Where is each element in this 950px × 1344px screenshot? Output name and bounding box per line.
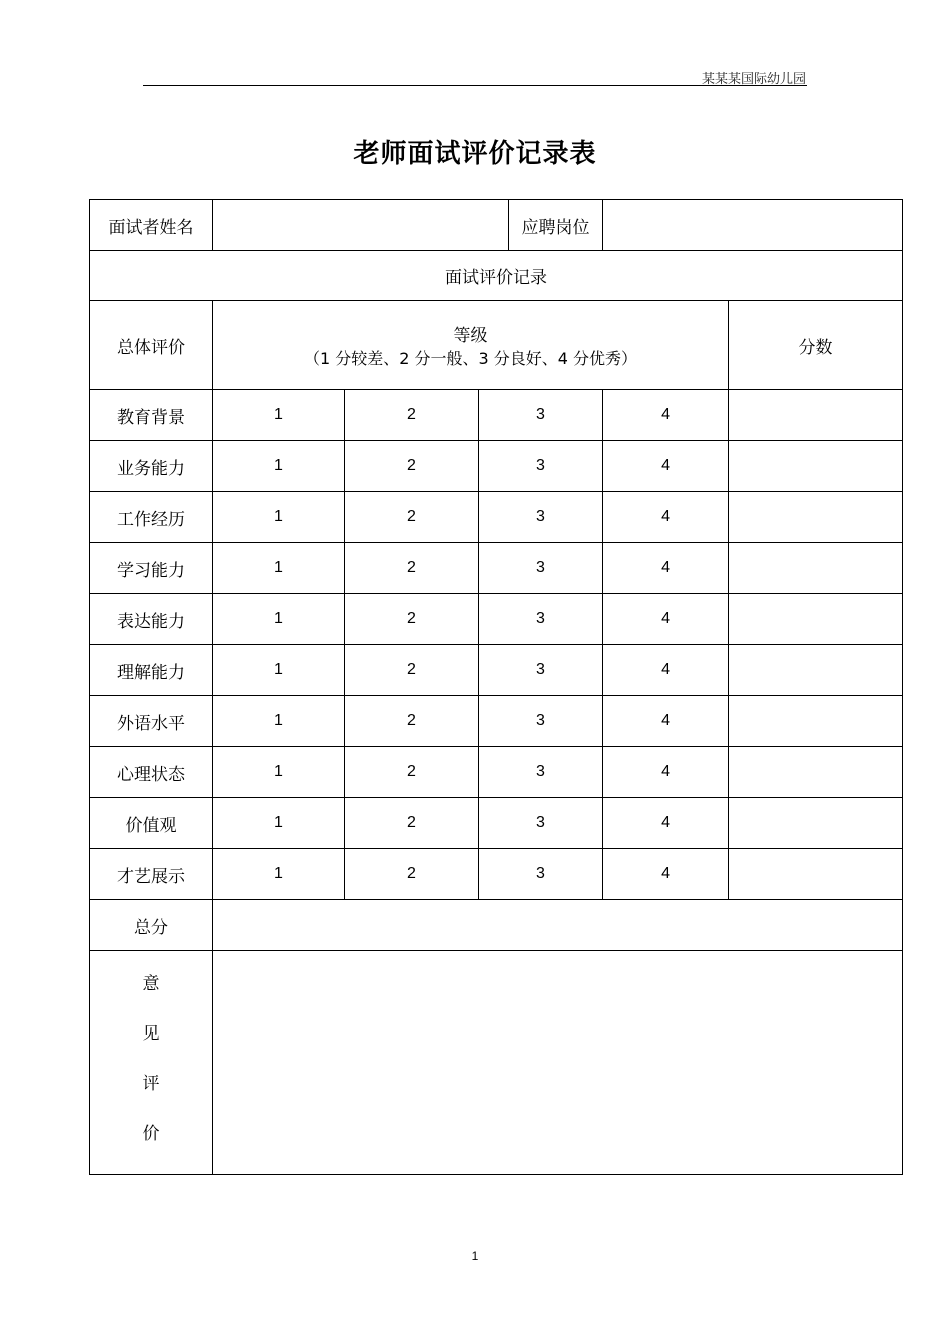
level-3-option[interactable]: 3 [479,441,603,492]
criterion-row [90,492,903,543]
level-3-option[interactable]: 3 [479,645,603,696]
criterion-score-field[interactable] [729,645,903,696]
level-1-option[interactable]: 1 [213,798,345,849]
level-3-option[interactable]: 3 [479,696,603,747]
level-4-option[interactable]: 4 [603,390,729,441]
level-2-option[interactable]: 2 [345,645,479,696]
criterion-score-field[interactable] [729,543,903,594]
criterion-label: 才艺展示 [90,849,213,900]
level-4-option[interactable]: 4 [603,747,729,798]
level-4-option[interactable]: 4 [603,594,729,645]
level-2-option[interactable]: 2 [345,696,479,747]
criterion-row [90,696,903,747]
comment-row [90,951,903,1175]
level-3-option[interactable]: 3 [479,492,603,543]
level-3-option[interactable]: 3 [479,798,603,849]
level-2-option[interactable]: 2 [345,747,479,798]
level-2-option[interactable]: 2 [345,849,479,900]
level-2-option[interactable]: 2 [345,390,479,441]
level-4-option[interactable]: 4 [603,441,729,492]
criterion-row [90,645,903,696]
grade-note: （1 分较差、2 分一般、3 分良好、4 分优秀） [303,349,638,368]
level-1-option[interactable]: 1 [213,390,345,441]
criterion-row [90,543,903,594]
score-label: 分数 [729,301,903,390]
comment-field[interactable] [213,951,903,1175]
level-3-option[interactable]: 3 [479,594,603,645]
page-number: 1 [471,1249,479,1263]
section-title: 面试评价记录 [90,251,903,301]
criterion-score-field[interactable] [729,849,903,900]
page-title: 老师面试评价记录表 [353,139,597,169]
criterion-row [90,594,903,645]
level-2-option[interactable]: 2 [345,798,479,849]
criterion-score-field[interactable] [729,696,903,747]
grade-header-row [90,301,903,390]
criterion-label: 理解能力 [90,645,213,696]
criterion-score-field[interactable] [729,594,903,645]
level-4-option[interactable]: 4 [603,492,729,543]
criterion-label: 业务能力 [90,441,213,492]
level-4-option[interactable]: 4 [603,645,729,696]
total-label: 总分 [90,900,213,951]
level-4-option[interactable]: 4 [603,798,729,849]
level-3-option[interactable]: 3 [479,543,603,594]
level-1-option[interactable]: 1 [213,747,345,798]
level-4-option[interactable]: 4 [603,849,729,900]
total-row [90,900,903,951]
criterion-score-field[interactable] [729,747,903,798]
name-field[interactable] [213,200,509,251]
level-4-option[interactable]: 4 [603,543,729,594]
grade-header [213,301,729,390]
criterion-label: 工作经历 [90,492,213,543]
criterion-label: 表达能力 [90,594,213,645]
criterion-label: 学习能力 [90,543,213,594]
criterion-score-field[interactable] [729,798,903,849]
level-1-option[interactable]: 1 [213,849,345,900]
comment-label-char: 评 [142,1073,160,1094]
level-1-option[interactable]: 1 [213,645,345,696]
criterion-score-field[interactable] [729,390,903,441]
evaluation-form-table [89,199,903,1175]
candidate-row [90,200,903,251]
criterion-label: 外语水平 [90,696,213,747]
criterion-score-field[interactable] [729,492,903,543]
level-1-option[interactable]: 1 [213,594,345,645]
name-label: 面试者姓名 [90,200,213,251]
criterion-label: 价值观 [90,798,213,849]
level-2-option[interactable]: 2 [345,594,479,645]
criterion-row [90,747,903,798]
comment-label-char: 价 [142,1123,160,1144]
level-3-option[interactable]: 3 [479,849,603,900]
total-score-field[interactable] [213,900,903,951]
position-label: 应聘岗位 [509,200,603,251]
criterion-score-field[interactable] [729,441,903,492]
criterion-row [90,798,903,849]
comment-label-char: 意 [142,973,160,994]
level-1-option[interactable]: 1 [213,696,345,747]
level-4-option[interactable]: 4 [603,696,729,747]
comment-label-char: 见 [142,1023,160,1044]
level-1-option[interactable]: 1 [213,492,345,543]
grade-label: 等级 [453,326,488,346]
criterion-label: 心理状态 [90,747,213,798]
level-2-option[interactable]: 2 [345,441,479,492]
header-divider [143,85,807,86]
level-1-option[interactable]: 1 [213,441,345,492]
criterion-label: 教育背景 [90,390,213,441]
overall-label: 总体评价 [90,301,213,390]
criterion-row [90,390,903,441]
level-2-option[interactable]: 2 [345,543,479,594]
level-3-option[interactable]: 3 [479,747,603,798]
criterion-row [90,441,903,492]
level-2-option[interactable]: 2 [345,492,479,543]
level-3-option[interactable]: 3 [479,390,603,441]
header-organization: 某某某国际幼儿园 [701,72,806,87]
criterion-row [90,849,903,900]
level-1-option[interactable]: 1 [213,543,345,594]
position-field[interactable] [603,200,903,251]
comment-label [90,951,213,1175]
